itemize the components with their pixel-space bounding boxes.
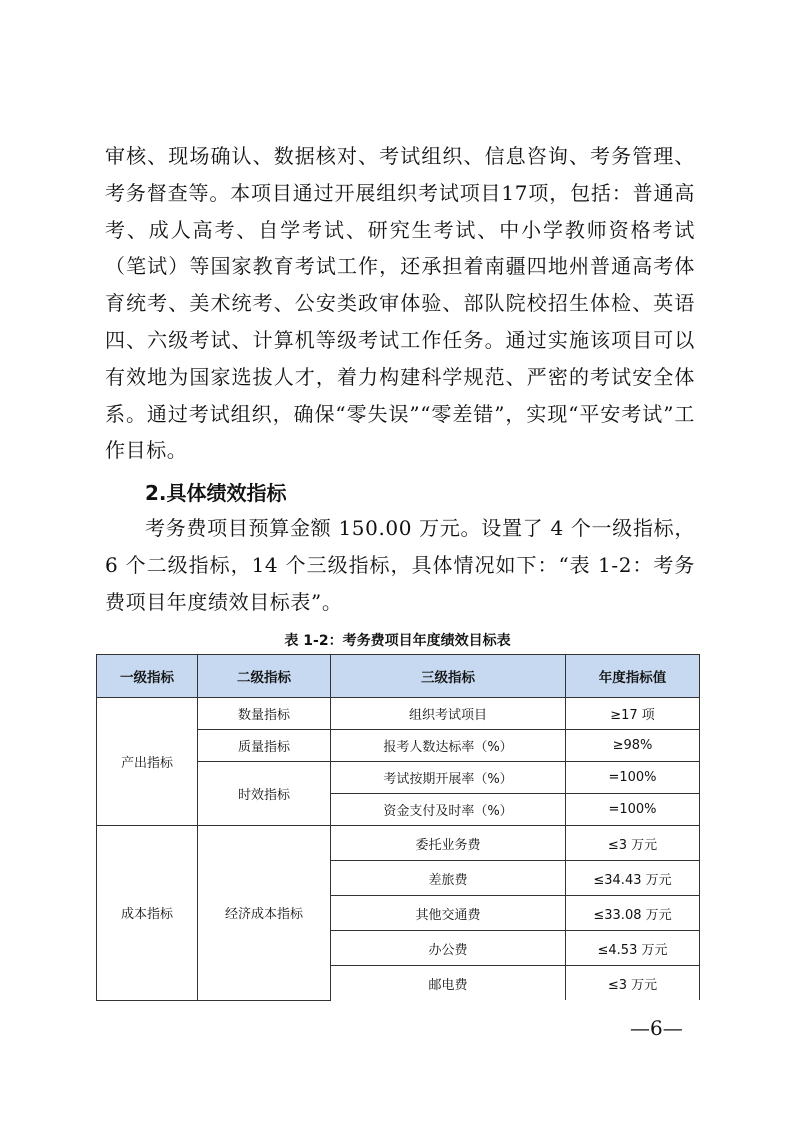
table-header-row <box>97 655 700 698</box>
level3-cell: 组织考试项目 <box>331 698 566 730</box>
level3-cell: 报考人数达标率（%） <box>331 730 566 762</box>
level3-cell: 考试按期开展率（%） <box>331 762 566 794</box>
performance-target-table <box>96 654 700 1001</box>
level3-cell: 办公费 <box>331 931 566 966</box>
header-cell-level1: 一级指标 <box>97 655 198 698</box>
section-heading: 2.具体绩效指标 <box>145 481 287 505</box>
level3-cell: 差旅费 <box>331 861 566 896</box>
header-cell-level2: 二级指标 <box>198 655 331 698</box>
target-value-cell: ≤4.53 万元 <box>566 931 700 966</box>
page-number: —6— <box>630 1016 683 1040</box>
target-value-cell: =100% <box>566 794 700 826</box>
target-value-cell: ≥17 项 <box>566 698 700 730</box>
target-value-cell: ≤34.43 万元 <box>566 861 700 896</box>
target-value-cell: ≤3 万元 <box>566 966 700 1001</box>
level3-cell: 邮电费 <box>331 966 566 1001</box>
level2-cell: 质量指标 <box>198 730 331 762</box>
level1-cell: 成本指标 <box>97 826 198 1001</box>
level3-cell: 其他交通费 <box>331 896 566 931</box>
header-cell-value: 年度指标值 <box>566 655 700 698</box>
level2-cell: 时效指标 <box>198 762 331 826</box>
header-cell-level3: 三级指标 <box>331 655 566 698</box>
table-row <box>97 826 700 861</box>
level3-cell: 资金支付及时率（%） <box>331 794 566 826</box>
body-paragraph: 审核、现场确认、数据核对、考试组织、信息咨询、考务管理、考务督查等。本项目通过开展组织考试项目17项，包括：普通高考、成人高考、自学考试、研究生考试、中小学教师资格考试（笔试）等国家教育考试工作，还承担着南疆四地州普通高考体育统考、美术统考、公安类政审体验、部队院校招生体检、英语四、六级考试、计算机等级考试工作任务。通过实施该项目可以有效地为国家选拔人才，着力构建科学规范、严密的考试安全体系。通过考试组织，确保“零失误”“零差错”，实现“平安考试”工作目标。 <box>105 144 695 463</box>
table-caption: 表 1-2：考务费项目年度绩效目标表 <box>284 633 511 649</box>
target-value-cell: ≤3 万元 <box>566 826 700 861</box>
target-value-cell: =100% <box>566 762 700 794</box>
table-row <box>97 698 700 730</box>
body-paragraph: 考务费项目预算金额 150.00 万元。设置了 4 个一级指标，6 个二级指标，14 个三级指标，具体情况如下：“表 1-2：考务费项目年度绩效目标表”。 <box>105 516 695 614</box>
level1-cell: 产出指标 <box>97 698 198 826</box>
level2-cell: 数量指标 <box>198 698 331 730</box>
level2-cell: 经济成本指标 <box>198 826 331 1001</box>
target-value-cell: ≤33.08 万元 <box>566 896 700 931</box>
level3-cell: 委托业务费 <box>331 826 566 861</box>
target-value-cell: ≥98% <box>566 730 700 762</box>
